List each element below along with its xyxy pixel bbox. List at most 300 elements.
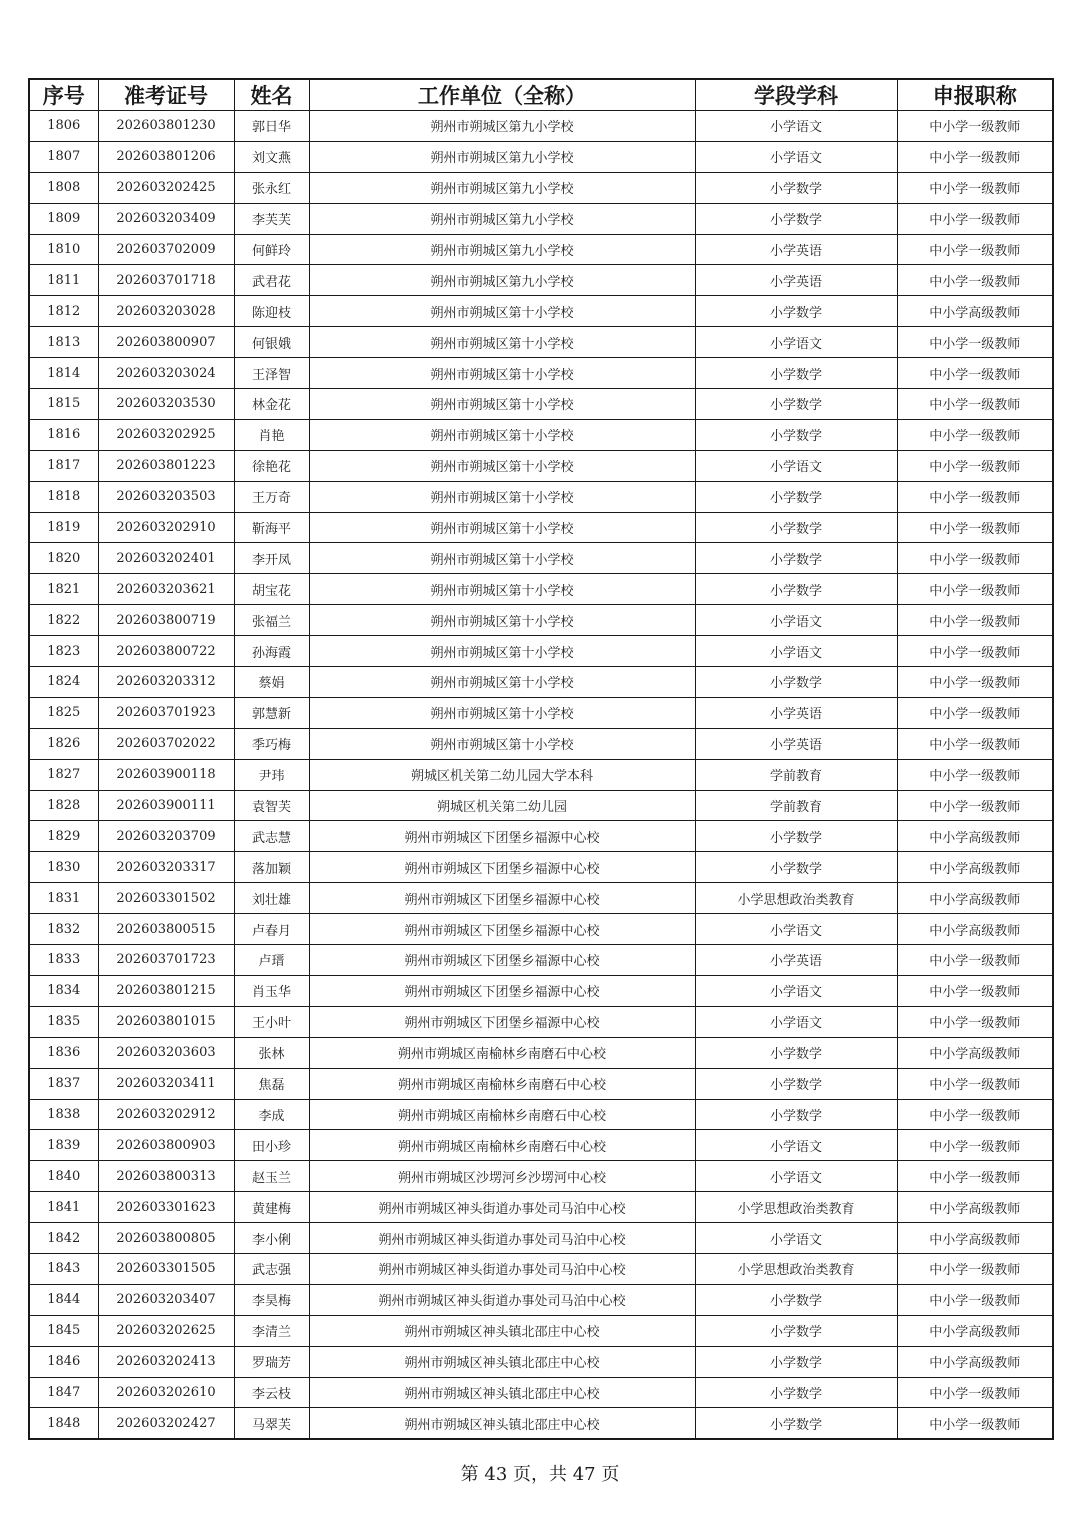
cell-title-applied: 中小学一级教师 — [897, 265, 1053, 296]
cell-title-applied: 中小学一级教师 — [897, 481, 1053, 512]
cell-subject: 小学思想政治类教育 — [695, 1253, 897, 1284]
cell-subject: 小学数学 — [695, 1099, 897, 1130]
cell-title-applied: 中小学一级教师 — [897, 111, 1053, 142]
cell-work-unit: 朔州市朔城区下团堡乡福源中心校 — [309, 821, 695, 852]
header-title-applied: 申报职称 — [897, 79, 1053, 111]
cell-ticket-number: 202603202625 — [98, 1315, 234, 1346]
cell-serial: 1822 — [29, 605, 98, 636]
table-row — [29, 265, 1053, 296]
roster-table — [28, 78, 1054, 1440]
table-row — [29, 1161, 1053, 1192]
cell-ticket-number: 202603203028 — [98, 296, 234, 327]
cell-serial: 1843 — [29, 1253, 98, 1284]
table-row — [29, 358, 1053, 389]
cell-work-unit: 朔州市朔城区第九小学校 — [309, 234, 695, 265]
cell-work-unit: 朔州市朔城区下团堡乡福源中心校 — [309, 914, 695, 945]
table-row — [29, 1377, 1053, 1408]
cell-title-applied: 中小学一级教师 — [897, 1253, 1053, 1284]
cell-name: 焦磊 — [234, 1068, 309, 1099]
table-row — [29, 203, 1053, 234]
cell-name: 黄建梅 — [234, 1192, 309, 1223]
cell-ticket-number: 202603800722 — [98, 636, 234, 667]
cell-work-unit: 朔州市朔城区第十小学校 — [309, 667, 695, 698]
cell-serial: 1815 — [29, 389, 98, 420]
cell-work-unit: 朔州市朔城区第九小学校 — [309, 172, 695, 203]
table-row — [29, 481, 1053, 512]
cell-title-applied: 中小学高级教师 — [897, 296, 1053, 327]
cell-name: 罗瑞芳 — [234, 1346, 309, 1377]
cell-name: 武志强 — [234, 1253, 309, 1284]
cell-ticket-number: 202603801215 — [98, 975, 234, 1006]
cell-title-applied: 中小学一级教师 — [897, 1130, 1053, 1161]
cell-title-applied: 中小学高级教师 — [897, 821, 1053, 852]
cell-subject: 小学数学 — [695, 1068, 897, 1099]
cell-title-applied: 中小学一级教师 — [897, 728, 1053, 759]
header-work-unit: 工作单位（全称） — [309, 79, 695, 111]
cell-work-unit: 朔州市朔城区第十小学校 — [309, 389, 695, 420]
cell-ticket-number: 202603203409 — [98, 203, 234, 234]
cell-subject: 小学英语 — [695, 945, 897, 976]
cell-ticket-number: 202603203407 — [98, 1284, 234, 1315]
cell-title-applied: 中小学一级教师 — [897, 327, 1053, 358]
cell-title-applied: 中小学高级教师 — [897, 1192, 1053, 1223]
cell-title-applied: 中小学一级教师 — [897, 697, 1053, 728]
page-number: 第 43 页，共 47 页 — [460, 1464, 620, 1485]
cell-subject: 小学英语 — [695, 265, 897, 296]
cell-name: 郭日华 — [234, 111, 309, 142]
cell-title-applied: 中小学一级教师 — [897, 543, 1053, 574]
cell-ticket-number: 202603701718 — [98, 265, 234, 296]
cell-work-unit: 朔州市朔城区第九小学校 — [309, 111, 695, 142]
cell-work-unit: 朔州市朔城区神头街道办事处司马泊中心校 — [309, 1192, 695, 1223]
cell-name: 徐艳花 — [234, 450, 309, 481]
cell-subject: 小学语文 — [695, 636, 897, 667]
cell-work-unit: 朔城区机关第二幼儿园 — [309, 790, 695, 821]
cell-title-applied: 中小学一级教师 — [897, 358, 1053, 389]
cell-work-unit: 朔州市朔城区下团堡乡福源中心校 — [309, 852, 695, 883]
cell-subject: 小学英语 — [695, 697, 897, 728]
cell-work-unit: 朔州市朔城区第十小学校 — [309, 512, 695, 543]
cell-title-applied: 中小学一级教师 — [897, 1408, 1053, 1439]
cell-name: 蔡娟 — [234, 667, 309, 698]
cell-name: 孙海霞 — [234, 636, 309, 667]
cell-name: 胡宝花 — [234, 574, 309, 605]
table-row — [29, 914, 1053, 945]
cell-serial: 1839 — [29, 1130, 98, 1161]
cell-name: 何鲜玲 — [234, 234, 309, 265]
cell-serial: 1848 — [29, 1408, 98, 1439]
table-row — [29, 296, 1053, 327]
header-subject: 学段学科 — [695, 79, 897, 111]
cell-subject: 小学数学 — [695, 1284, 897, 1315]
cell-work-unit: 朔州市朔城区第九小学校 — [309, 141, 695, 172]
cell-ticket-number: 202603202912 — [98, 1099, 234, 1130]
cell-serial: 1817 — [29, 450, 98, 481]
cell-subject: 学前教育 — [695, 790, 897, 821]
cell-name: 刘文燕 — [234, 141, 309, 172]
cell-name: 陈迎枝 — [234, 296, 309, 327]
cell-work-unit: 朔州市朔城区下团堡乡福源中心校 — [309, 975, 695, 1006]
cell-serial: 1814 — [29, 358, 98, 389]
cell-subject: 小学数学 — [695, 1377, 897, 1408]
cell-ticket-number: 202603900118 — [98, 759, 234, 790]
cell-serial: 1842 — [29, 1223, 98, 1254]
cell-serial: 1813 — [29, 327, 98, 358]
cell-title-applied: 中小学一级教师 — [897, 945, 1053, 976]
cell-name: 袁智芙 — [234, 790, 309, 821]
table-row — [29, 1315, 1053, 1346]
cell-subject: 小学英语 — [695, 234, 897, 265]
cell-name: 李云枝 — [234, 1377, 309, 1408]
cell-name: 张林 — [234, 1037, 309, 1068]
cell-title-applied: 中小学高级教师 — [897, 1223, 1053, 1254]
header-row — [29, 79, 1053, 111]
cell-work-unit: 朔州市朔城区第九小学校 — [309, 265, 695, 296]
cell-serial: 1828 — [29, 790, 98, 821]
cell-title-applied: 中小学高级教师 — [897, 914, 1053, 945]
cell-title-applied: 中小学一级教师 — [897, 636, 1053, 667]
cell-title-applied: 中小学一级教师 — [897, 1006, 1053, 1037]
cell-subject: 小学语文 — [695, 975, 897, 1006]
cell-subject: 小学数学 — [695, 296, 897, 327]
table-row — [29, 1130, 1053, 1161]
cell-subject: 小学数学 — [695, 821, 897, 852]
cell-subject: 小学语文 — [695, 914, 897, 945]
cell-work-unit: 朔州市朔城区神头街道办事处司马泊中心校 — [309, 1284, 695, 1315]
cell-name: 林金花 — [234, 389, 309, 420]
cell-ticket-number: 202603800719 — [98, 605, 234, 636]
cell-title-applied: 中小学一级教师 — [897, 574, 1053, 605]
cell-serial: 1835 — [29, 1006, 98, 1037]
cell-subject: 小学数学 — [695, 574, 897, 605]
cell-work-unit: 朔州市朔城区第十小学校 — [309, 605, 695, 636]
cell-work-unit: 朔城区机关第二幼儿园大学本科 — [309, 759, 695, 790]
cell-work-unit: 朔州市朔城区下团堡乡福源中心校 — [309, 1006, 695, 1037]
cell-work-unit: 朔州市朔城区第十小学校 — [309, 296, 695, 327]
cell-title-applied: 中小学一级教师 — [897, 203, 1053, 234]
table-row — [29, 605, 1053, 636]
cell-serial: 1827 — [29, 759, 98, 790]
cell-work-unit: 朔州市朔城区南榆林乡南磨石中心校 — [309, 1099, 695, 1130]
header-serial: 序号 — [29, 79, 98, 111]
cell-ticket-number: 202603203709 — [98, 821, 234, 852]
cell-serial: 1806 — [29, 111, 98, 142]
cell-serial: 1829 — [29, 821, 98, 852]
cell-title-applied: 中小学高级教师 — [897, 852, 1053, 883]
table-row — [29, 636, 1053, 667]
table-row — [29, 697, 1053, 728]
cell-serial: 1846 — [29, 1346, 98, 1377]
cell-title-applied: 中小学一级教师 — [897, 1161, 1053, 1192]
cell-work-unit: 朔州市朔城区神头镇北邵庄中心校 — [309, 1315, 695, 1346]
cell-work-unit: 朔州市朔城区南榆林乡南磨石中心校 — [309, 1037, 695, 1068]
cell-work-unit: 朔州市朔城区第十小学校 — [309, 636, 695, 667]
table-row — [29, 1346, 1053, 1377]
cell-serial: 1824 — [29, 667, 98, 698]
cell-subject: 小学英语 — [695, 728, 897, 759]
cell-title-applied: 中小学高级教师 — [897, 1037, 1053, 1068]
cell-serial: 1816 — [29, 419, 98, 450]
cell-ticket-number: 202603202401 — [98, 543, 234, 574]
header-name: 姓名 — [234, 79, 309, 111]
cell-serial: 1810 — [29, 234, 98, 265]
table-row — [29, 883, 1053, 914]
cell-subject: 小学思想政治类教育 — [695, 1192, 897, 1223]
table-row — [29, 1408, 1053, 1439]
table-row — [29, 574, 1053, 605]
cell-ticket-number: 202603701723 — [98, 945, 234, 976]
cell-title-applied: 中小学一级教师 — [897, 975, 1053, 1006]
cell-title-applied: 中小学一级教师 — [897, 234, 1053, 265]
cell-ticket-number: 202603202427 — [98, 1408, 234, 1439]
cell-ticket-number: 202603301502 — [98, 883, 234, 914]
cell-work-unit: 朔州市朔城区第十小学校 — [309, 543, 695, 574]
cell-subject: 小学数学 — [695, 852, 897, 883]
cell-serial: 1819 — [29, 512, 98, 543]
cell-serial: 1826 — [29, 728, 98, 759]
cell-ticket-number: 202603800903 — [98, 1130, 234, 1161]
cell-subject: 小学语文 — [695, 1130, 897, 1161]
cell-title-applied: 中小学高级教师 — [897, 1315, 1053, 1346]
table-row — [29, 111, 1053, 142]
cell-work-unit: 朔州市朔城区第十小学校 — [309, 728, 695, 759]
cell-serial: 1834 — [29, 975, 98, 1006]
cell-title-applied: 中小学一级教师 — [897, 790, 1053, 821]
cell-name: 李开凤 — [234, 543, 309, 574]
cell-title-applied: 中小学一级教师 — [897, 141, 1053, 172]
cell-subject: 小学语文 — [695, 1006, 897, 1037]
cell-subject: 小学数学 — [695, 358, 897, 389]
cell-ticket-number: 202603202425 — [98, 172, 234, 203]
cell-work-unit: 朔州市朔城区神头街道办事处司马泊中心校 — [309, 1223, 695, 1254]
table-row — [29, 728, 1053, 759]
cell-ticket-number: 202603203024 — [98, 358, 234, 389]
table-row — [29, 1037, 1053, 1068]
cell-name: 肖玉华 — [234, 975, 309, 1006]
cell-work-unit: 朔州市朔城区第十小学校 — [309, 358, 695, 389]
cell-serial: 1820 — [29, 543, 98, 574]
cell-name: 武君花 — [234, 265, 309, 296]
cell-serial: 1836 — [29, 1037, 98, 1068]
cell-name: 马翠芙 — [234, 1408, 309, 1439]
cell-name: 田小珍 — [234, 1130, 309, 1161]
cell-ticket-number: 202603301623 — [98, 1192, 234, 1223]
cell-ticket-number: 202603702009 — [98, 234, 234, 265]
cell-serial: 1845 — [29, 1315, 98, 1346]
cell-title-applied: 中小学一级教师 — [897, 605, 1053, 636]
cell-name: 肖艳 — [234, 419, 309, 450]
cell-work-unit: 朔州市朔城区下团堡乡福源中心校 — [309, 945, 695, 976]
cell-ticket-number: 202603203603 — [98, 1037, 234, 1068]
table-row — [29, 389, 1053, 420]
table-row — [29, 1068, 1053, 1099]
cell-subject: 小学语文 — [695, 605, 897, 636]
cell-subject: 小学语文 — [695, 141, 897, 172]
cell-subject: 小学数学 — [695, 512, 897, 543]
cell-title-applied: 中小学一级教师 — [897, 419, 1053, 450]
cell-ticket-number: 202603203621 — [98, 574, 234, 605]
cell-subject: 小学语文 — [695, 1161, 897, 1192]
cell-ticket-number: 202603800313 — [98, 1161, 234, 1192]
cell-work-unit: 朔州市朔城区第十小学校 — [309, 327, 695, 358]
table-row — [29, 1284, 1053, 1315]
cell-name: 何银娥 — [234, 327, 309, 358]
cell-subject: 小学数学 — [695, 1315, 897, 1346]
cell-ticket-number: 202603701923 — [98, 697, 234, 728]
cell-title-applied: 中小学一级教师 — [897, 450, 1053, 481]
table-row — [29, 667, 1053, 698]
cell-subject: 小学数学 — [695, 667, 897, 698]
cell-name: 武志慧 — [234, 821, 309, 852]
cell-work-unit: 朔州市朔城区神头镇北邵庄中心校 — [309, 1346, 695, 1377]
cell-name: 郭慧新 — [234, 697, 309, 728]
cell-serial: 1832 — [29, 914, 98, 945]
cell-work-unit: 朔州市朔城区神头街道办事处司马泊中心校 — [309, 1253, 695, 1284]
cell-ticket-number: 202603900111 — [98, 790, 234, 821]
cell-serial: 1809 — [29, 203, 98, 234]
cell-name: 刘壮雄 — [234, 883, 309, 914]
table-row — [29, 141, 1053, 172]
cell-subject: 小学数学 — [695, 389, 897, 420]
cell-serial: 1808 — [29, 172, 98, 203]
header-ticket-number: 准考证号 — [98, 79, 234, 111]
cell-ticket-number: 202603202610 — [98, 1377, 234, 1408]
cell-subject: 小学语文 — [695, 111, 897, 142]
cell-serial: 1807 — [29, 141, 98, 172]
cell-work-unit: 朔州市朔城区第十小学校 — [309, 481, 695, 512]
cell-work-unit: 朔州市朔城区南榆林乡南磨石中心校 — [309, 1068, 695, 1099]
cell-name: 李小俐 — [234, 1223, 309, 1254]
cell-name: 李清兰 — [234, 1315, 309, 1346]
cell-title-applied: 中小学一级教师 — [897, 1099, 1053, 1130]
cell-serial: 1821 — [29, 574, 98, 605]
cell-title-applied: 中小学一级教师 — [897, 667, 1053, 698]
table-row — [29, 1253, 1053, 1284]
cell-name: 王泽智 — [234, 358, 309, 389]
cell-name: 李芙芙 — [234, 203, 309, 234]
cell-subject: 小学语文 — [695, 1223, 897, 1254]
cell-name: 王万奇 — [234, 481, 309, 512]
cell-ticket-number: 202603801206 — [98, 141, 234, 172]
cell-serial: 1838 — [29, 1099, 98, 1130]
table-row — [29, 945, 1053, 976]
cell-work-unit: 朔州市朔城区第十小学校 — [309, 574, 695, 605]
cell-ticket-number: 202603801223 — [98, 450, 234, 481]
table-row — [29, 234, 1053, 265]
cell-work-unit: 朔州市朔城区第九小学校 — [309, 203, 695, 234]
cell-title-applied: 中小学高级教师 — [897, 883, 1053, 914]
table-row — [29, 327, 1053, 358]
cell-title-applied: 中小学一级教师 — [897, 172, 1053, 203]
cell-subject: 小学数学 — [695, 1037, 897, 1068]
table-row — [29, 1192, 1053, 1223]
cell-name: 卢瑨 — [234, 945, 309, 976]
cell-serial: 1825 — [29, 697, 98, 728]
cell-ticket-number: 202603203411 — [98, 1068, 234, 1099]
cell-serial: 1830 — [29, 852, 98, 883]
cell-subject: 小学数学 — [695, 1408, 897, 1439]
cell-name: 李成 — [234, 1099, 309, 1130]
cell-serial: 1811 — [29, 265, 98, 296]
cell-work-unit: 朔州市朔城区神头镇北邵庄中心校 — [309, 1377, 695, 1408]
cell-subject: 学前教育 — [695, 759, 897, 790]
cell-subject: 小学数学 — [695, 172, 897, 203]
cell-name: 赵玉兰 — [234, 1161, 309, 1192]
table-row — [29, 821, 1053, 852]
cell-serial: 1823 — [29, 636, 98, 667]
cell-subject: 小学语文 — [695, 327, 897, 358]
cell-serial: 1844 — [29, 1284, 98, 1315]
cell-subject: 小学数学 — [695, 481, 897, 512]
table-row — [29, 543, 1053, 574]
cell-subject: 小学数学 — [695, 419, 897, 450]
cell-ticket-number: 202603800907 — [98, 327, 234, 358]
table-row — [29, 1223, 1053, 1254]
table-row — [29, 759, 1053, 790]
table-row — [29, 512, 1053, 543]
roster-sheet — [28, 78, 1052, 1440]
cell-ticket-number: 202603203503 — [98, 481, 234, 512]
cell-serial: 1837 — [29, 1068, 98, 1099]
cell-work-unit: 朔州市朔城区沙塄河乡沙塄河中心校 — [309, 1161, 695, 1192]
cell-work-unit: 朔州市朔城区第十小学校 — [309, 697, 695, 728]
table-row — [29, 975, 1053, 1006]
cell-subject: 小学语文 — [695, 450, 897, 481]
cell-title-applied: 中小学一级教师 — [897, 389, 1053, 420]
roster-body — [29, 111, 1053, 1440]
cell-title-applied: 中小学一级教师 — [897, 1284, 1053, 1315]
cell-serial: 1840 — [29, 1161, 98, 1192]
cell-work-unit: 朔州市朔城区第十小学校 — [309, 450, 695, 481]
cell-subject: 小学数学 — [695, 203, 897, 234]
cell-name: 张福兰 — [234, 605, 309, 636]
cell-ticket-number: 202603202413 — [98, 1346, 234, 1377]
cell-ticket-number: 202603203312 — [98, 667, 234, 698]
cell-serial: 1831 — [29, 883, 98, 914]
cell-ticket-number: 202603801015 — [98, 1006, 234, 1037]
cell-ticket-number: 202603202910 — [98, 512, 234, 543]
table-row — [29, 450, 1053, 481]
cell-title-applied: 中小学一级教师 — [897, 512, 1053, 543]
cell-work-unit: 朔州市朔城区神头镇北邵庄中心校 — [309, 1408, 695, 1439]
cell-work-unit: 朔州市朔城区南榆林乡南磨石中心校 — [309, 1130, 695, 1161]
cell-serial: 1833 — [29, 945, 98, 976]
cell-subject: 小学思想政治类教育 — [695, 883, 897, 914]
cell-ticket-number: 202603202925 — [98, 419, 234, 450]
cell-name: 张永红 — [234, 172, 309, 203]
cell-name: 李昊梅 — [234, 1284, 309, 1315]
cell-title-applied: 中小学一级教师 — [897, 759, 1053, 790]
cell-work-unit: 朔州市朔城区下团堡乡福源中心校 — [309, 883, 695, 914]
cell-ticket-number: 202603203530 — [98, 389, 234, 420]
cell-title-applied: 中小学一级教师 — [897, 1377, 1053, 1408]
table-row — [29, 172, 1053, 203]
table-row — [29, 852, 1053, 883]
cell-name: 卢春月 — [234, 914, 309, 945]
cell-ticket-number: 202603702022 — [98, 728, 234, 759]
cell-name: 季巧梅 — [234, 728, 309, 759]
cell-subject: 小学数学 — [695, 1346, 897, 1377]
table-row — [29, 1006, 1053, 1037]
cell-ticket-number: 202603203317 — [98, 852, 234, 883]
cell-ticket-number: 202603800515 — [98, 914, 234, 945]
cell-subject: 小学数学 — [695, 543, 897, 574]
cell-name: 王小叶 — [234, 1006, 309, 1037]
cell-serial: 1847 — [29, 1377, 98, 1408]
cell-title-applied: 中小学一级教师 — [897, 1068, 1053, 1099]
cell-serial: 1818 — [29, 481, 98, 512]
table-row — [29, 1099, 1053, 1130]
